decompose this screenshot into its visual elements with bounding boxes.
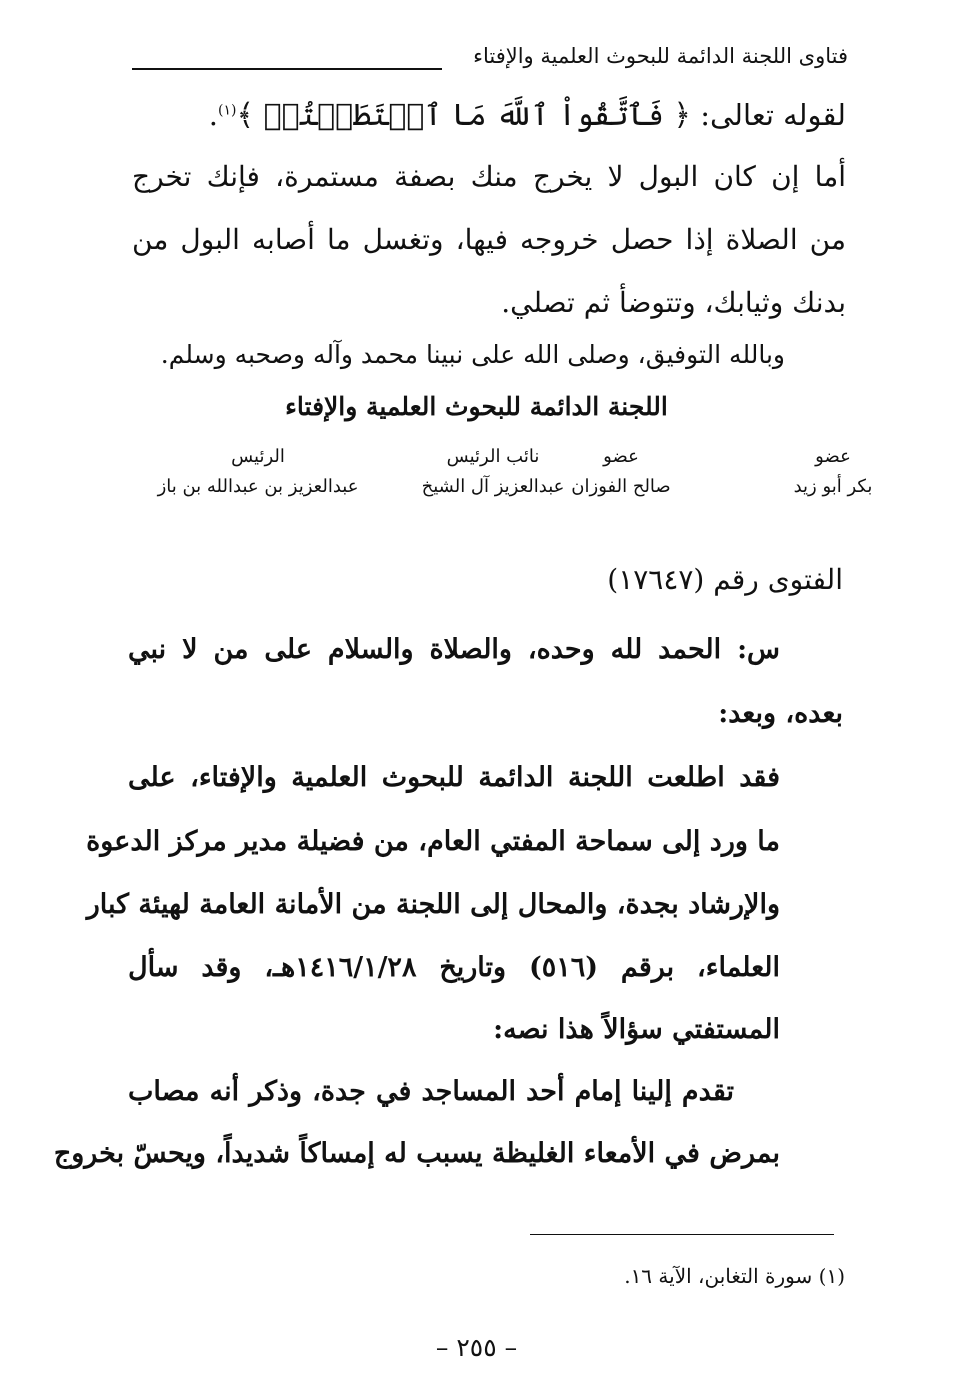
question-line: المستفتي سؤالاً هذا نصه: [493, 1014, 780, 1045]
quran-citation-line [132, 98, 846, 133]
signatory [143, 446, 373, 497]
running-title: فتاوى اللجنة الدائمة للبحوث العلمية والإفتاء [473, 44, 848, 68]
quran-suffix: . [208, 98, 219, 132]
question-line: تقدم إلينا إمام أحد المساجد في جدة، وذكر أنه مصاب [128, 1076, 734, 1107]
header-rule [132, 68, 442, 70]
page-number: – ٢٥٥ – [435, 1333, 518, 1362]
footnote: (١) سورة التغابن، الآية ١٦. [624, 1264, 845, 1288]
page-header [132, 44, 848, 74]
signatory [393, 446, 593, 497]
signatory-role: الرئيس [231, 446, 285, 467]
question-line: ما ورد إلى سماحة المفتي العام، من فضيلة مدير مركز الدعوة [86, 826, 780, 857]
signatory-role: عضو [815, 446, 851, 467]
fatwa-number: الفتوى رقم (١٧٦٤٧) [607, 563, 843, 596]
quran-prefix: لقوله تعالى: [691, 98, 846, 132]
answer-line: أما إن كان البول لا يخرج منك بصفة مستمرة، فإنك تخرج [132, 160, 846, 193]
signatory-name: عبدالعزيز بن عبدالله بن باز [157, 476, 359, 497]
question-line: والإرشاد بجدة، والمحال إلى اللجنة من الأمانة العامة لهيئة كبار [86, 889, 780, 920]
question-line: بمرض في الأمعاء الغليظة يسبب له إمساكاً شديداً، ويحسّ بخروج [53, 1138, 780, 1169]
footnote-rule [530, 1234, 834, 1235]
signatory-name: عبدالعزيز آل الشيخ [421, 476, 565, 497]
question-line: بعده، وبعد: [718, 698, 843, 729]
quran-verse: ﴿ فَٱتَّقُواْ ٱللَّهَ مَا ٱسۡتَطَعۡتُمۡ ﴾ [236, 98, 692, 133]
footnote-marker: (١) [218, 102, 237, 119]
question-line: س: الحمد لله وحده، والصلاة والسلام على من لا نبي [128, 634, 780, 665]
signatory-name: صالح الفوزان [571, 476, 671, 497]
answer-line: بدنك وثيابك، وتتوضأ ثم تصلي. [501, 286, 846, 319]
question-line: فقد اطلعت اللجنة الدائمة للبحوث العلمية والإفتاء، على [128, 762, 780, 793]
signatory-name: بكر أبو زيد [793, 476, 873, 497]
signatory-role: نائب الرئيس [446, 446, 540, 467]
question-line: العلماء، برقم (٥١٦) وتاريخ ١٤١٦/١/٢٨هـ، وقد سأل [128, 952, 780, 983]
signatory-role: عضو [603, 446, 639, 467]
committee-title: اللجنة الدائمة للبحوث العلمية والإفتاء [285, 392, 668, 421]
answer-line: من الصلاة إذا حصل خروجه فيها، وتغسل ما أصابه البول من [132, 223, 846, 256]
signatory [733, 446, 933, 497]
closing-line: وبالله التوفيق، وصلى الله على نبينا محمد وآله وصحبه وسلم. [160, 340, 785, 369]
